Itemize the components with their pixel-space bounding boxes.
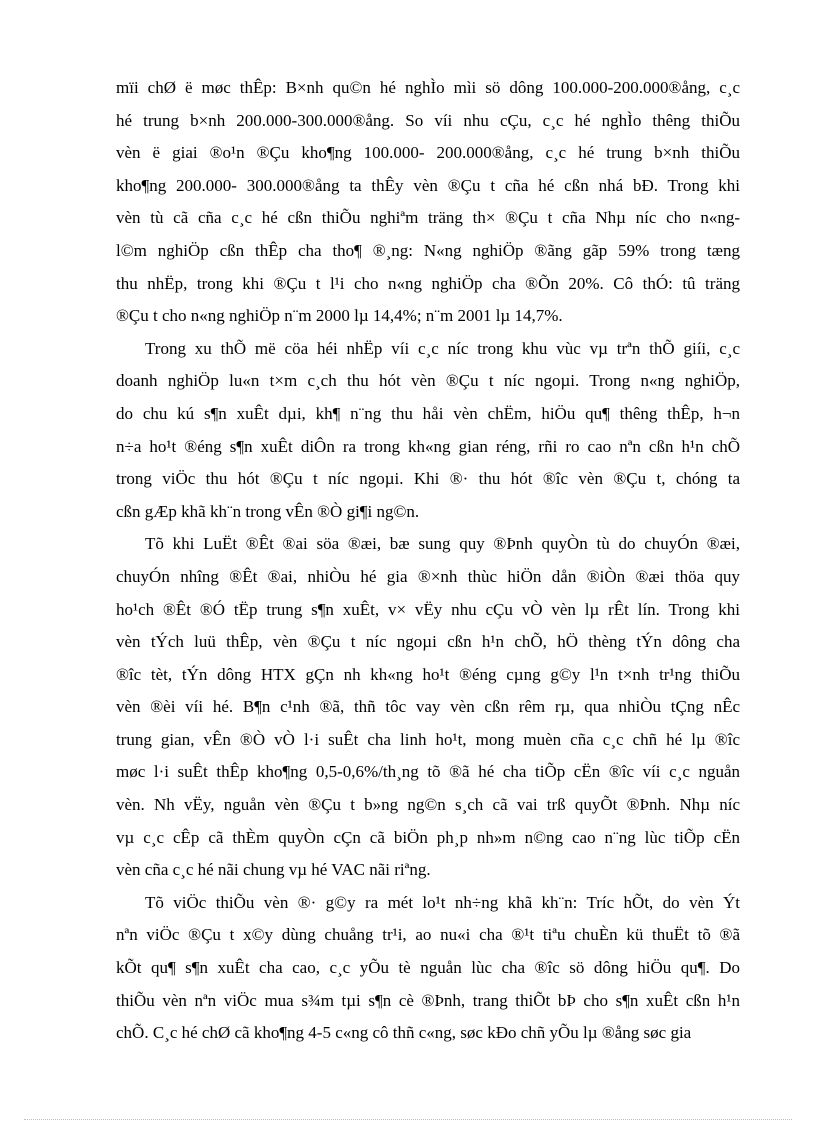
text-line: Trong xu thÕ më cöa héi nhËp víi c¸c níc trong khu vùc vµ trªn thÕ giíi, c¸c — [145, 338, 740, 358]
text-line: hé trung b×nh 200.000-300.000®ång. So víi nhu cÇu, c¸c hé nghÌo thêng thiÕu — [116, 110, 740, 130]
text-line: do chu kú s¶n xuÊt dµi, kh¶ n¨ng thu håi vèn chËm, hiÖu qu¶ thêng thÊp, h¬n — [116, 403, 740, 423]
paragraph-1 — [116, 72, 740, 333]
text-line: ho¹ch ®Êt ®Ó tËp trung s¶n xuÊt, v× vËy nhu cÇu vÒ vèn lµ rÊt lín. Trong khi — [116, 599, 740, 619]
text-line: chÕ. C¸c hé chØ cã kho¶ng 4-5 c«ng cô thñ c«ng, søc kÐo chñ yÕu lµ ®ång søc gia — [116, 1023, 692, 1043]
paragraph-3 — [116, 528, 740, 887]
text-line: ®îc tèt, tÝn dông HTX gÇn nh kh«ng ho¹t ®éng cµng g©y l¹n t×nh tr¹ng thiÕu — [116, 664, 740, 684]
text-line: møc l·i suÊt thÊp kho¶ng 0,5-0,6%/th¸ng tõ ®ã hé cha tiÕp cËn ®îc víi c¸c nguån — [116, 762, 740, 782]
text-line: cßn gÆp khã kh¨n trong vÊn ®Ò gi¶i ng©n. — [116, 501, 420, 521]
document-body — [116, 72, 740, 1050]
text-line: vèn cña c¸c hé nãi chung vµ hé VAC nãi riªng. — [116, 860, 431, 880]
text-line: l©m nghiÖp cßn thÊp cha tho¶ ®¸ng: N«ng nghiÖp ®ãng gãp 59% trong tæng — [116, 240, 740, 260]
text-line: vèn ë giai ®o¹n ®Çu kho¶ng 100.000- 200.000®ång, c¸c hé trung b×nh thiÕu — [116, 143, 740, 163]
text-line: Tõ khi LuËt ®Êt ®ai söa ®æi, bæ sung quy ®Þnh quyÒn tù do chuyÓn ®æi, — [145, 534, 740, 554]
text-line: vèn tÝch luü thÊp, vèn ®Çu t níc ngoµi cßn h¹n chÕ, hÖ thèng tÝn dông cha — [116, 632, 740, 652]
text-line: vèn tù cã cña c¸c hé cßn thiÕu nghiªm träng th× ®Çu t cña Nhµ níc cho n«ng- — [116, 208, 740, 228]
text-line: nªn viÖc ®Çu t x©y dùng chuång tr¹i, ao nu«i cha ®¹t tiªu chuÈn kü thuËt tõ ®ã — [116, 925, 740, 945]
paragraph-2 — [116, 333, 740, 529]
text-line: kho¶ng 200.000- 300.000®ång ta thÊy vèn ®Çu t cña hé cßn nhá bÐ. Trong khi — [116, 175, 740, 195]
text-line: trung gian, vÊn ®Ò vÒ l·i suÊt cha linh ho¹t, mong muèn cña c¸c chñ hé lµ ®îc — [116, 729, 740, 749]
text-line: thiÕu vèn nªn viÖc mua s¾m tµi s¶n cè ®Þnh, trang thiÕt bÞ cho s¶n xuÊt cßn h¹n — [116, 990, 740, 1010]
text-line: Tõ viÖc thiÕu vèn ®· g©y ra mét lo¹t nh÷ng khã kh¨n: Tríc hÕt, do vèn Ýt — [145, 892, 740, 912]
paragraph-4 — [116, 887, 740, 1050]
text-line: kÕt qu¶ s¶n xuÊt cha cao, c¸c yÕu tè nguån lùc cha ®îc sö dông hiÖu qu¶. Do — [116, 958, 740, 978]
footer-divider — [24, 1119, 792, 1120]
text-line: doanh nghiÖp lu«n t×m c¸ch thu hót vèn ®Çu t níc ngoµi. Trong n«ng nghiÖp, — [116, 371, 740, 391]
text-line: trong viÖc thu hót ®Çu t níc ngoµi. Khi ®· thu hót ®îc vèn ®Çu t, chóng ta — [116, 469, 740, 489]
text-line: n÷a ho¹t ®éng s¶n xuÊt diÔn ra trong kh«ng gian réng, rñi ro cao nªn cßn h¹n chÕ — [116, 436, 740, 456]
text-line: vµ c¸c cÊp cã thÈm quyÒn cÇn cã biÖn ph¸p nh»m n©ng cao n¨ng lùc tiÕp cËn — [116, 827, 740, 847]
text-line: ®Çu t cho n«ng nghiÖp n¨m 2000 lµ 14,4%; n¨m 2001 lµ 14,7%. — [116, 306, 563, 326]
text-line: thu nhËp, trong khi ®Çu t l¹i cho n«ng nghiÖp cha ®Õn 20%. Cô thÓ: tû träng — [116, 273, 740, 293]
text-line: vèn. Nh vËy, nguån vèn ®Çu t b»ng ng©n s¸ch cã vai trß quyÕt ®Þnh. Nhµ níc — [116, 795, 740, 815]
text-line: vèn ®èi víi hé. B¶n c¹nh ®ã, thñ tôc vay vèn cßn rêm rµ, qua nhiÒu tÇng nÊc — [116, 697, 740, 717]
text-line: chuyÓn nhîng ®Êt ®ai, nhiÒu hé gia ®×nh thùc hiÖn dån ®iÒn ®æi thöa quy — [116, 566, 740, 586]
text-line: mïi chØ ë møc thÊp: B×nh qu©n hé nghÌo mìi sö dông 100.000-200.000®ång, c¸c — [116, 78, 740, 97]
